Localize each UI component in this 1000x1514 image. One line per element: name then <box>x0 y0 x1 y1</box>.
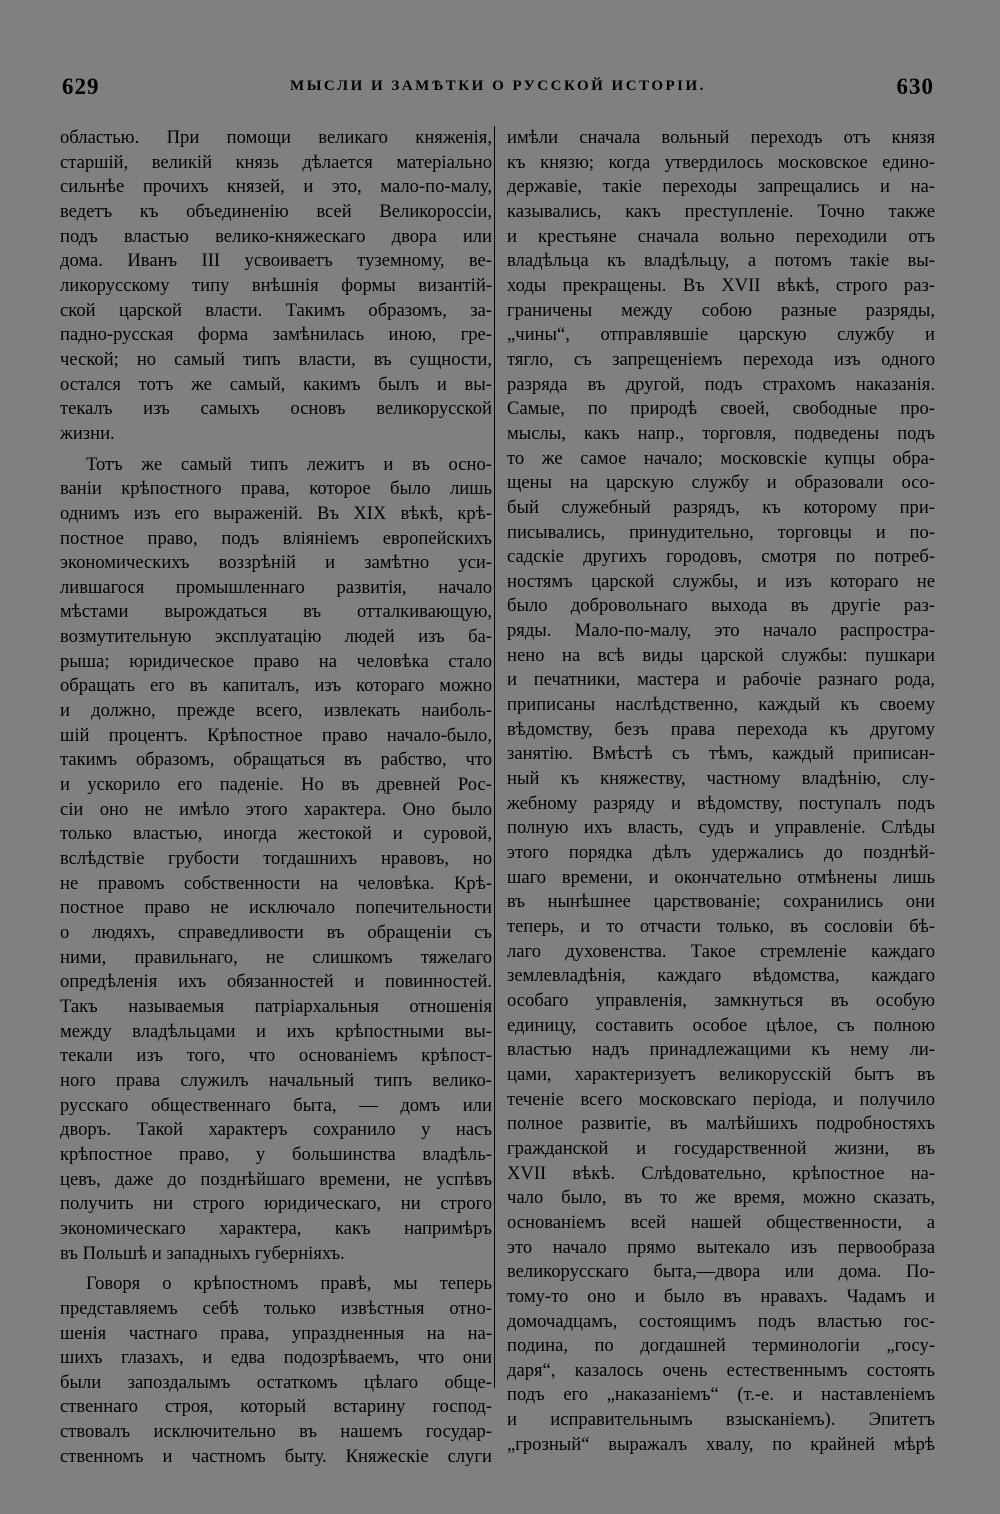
text-line: возмутительную эксплуатацію людей изъ ба- <box>60 626 492 648</box>
text-line: такимъ образомъ, обращаться въ рабство, что <box>60 749 492 771</box>
text-line: экономическаго характера, какъ напримѣръ <box>60 1217 492 1239</box>
text-line: полное развитіе, въ малѣйшихъ подробностяхъ <box>507 1113 935 1135</box>
text-line: представляемъ себѣ только извѣстныя отно- <box>60 1297 492 1319</box>
text-line: было добровольнаго выхода въ другіе раз- <box>507 595 935 617</box>
text-line: шенія частнаго права, упраздненныя на на- <box>60 1322 492 1344</box>
text-line: единицу, составить особое цѣлое, съ полною <box>507 1014 935 1036</box>
text-line: жебному разряду и вѣдомству, поступалъ подъ <box>507 792 935 814</box>
text-line: въ Польшѣ и западныхъ губерніяхъ. <box>60 1242 345 1264</box>
text-line: граничены между собою разные разряды, <box>507 299 935 321</box>
text-line: къ князю; когда утвердилось московское едино- <box>507 151 935 173</box>
text-line: Тотъ же самый типъ лежитъ и въ осно- <box>86 453 492 475</box>
text-line: ходы прекращены. Въ XVII вѣкѣ, строго раз- <box>507 274 935 296</box>
text-line: и печатники, мастера и рабочіе разнаго рода, <box>507 669 935 691</box>
text-line: Самые, по природѣ своей, свободные про- <box>507 398 935 420</box>
text-line: разряда въ другой, подъ страхомъ наказанія. <box>507 373 935 395</box>
text-line: лаго духовенства. Такое стремленіе каждаго <box>507 940 935 962</box>
text-line: старшій, великій князь дѣлается матеріально <box>60 151 492 173</box>
text-line: то же самое начало; московскіе купцы обра- <box>507 447 935 469</box>
text-line: приписаны наслѣдственно, каждый къ своему <box>507 694 935 716</box>
text-line: ваніи крѣпостного права, которое было лишь <box>60 478 492 500</box>
text-line: дворъ. Такой характеръ сохранило у насъ <box>60 1119 492 1141</box>
text-line: шихъ глазахъ, и едва подозрѣваемъ, что они <box>60 1347 492 1369</box>
text-line: казывались, какъ преступленіе. Точно также <box>507 200 935 222</box>
text-line: однимъ изъ его выраженій. Въ XIX вѣкѣ, крѣ- <box>60 502 492 524</box>
text-line: жизни. <box>60 422 115 444</box>
column-divider <box>494 126 495 1388</box>
text-line: мѣстами вырождаться въ отталкивающую, <box>60 601 492 623</box>
text-line: ряды. Мало-по-малу, это начало распростра- <box>507 620 935 642</box>
text-line: основаніемъ всей нашей общественности, а <box>507 1211 935 1233</box>
text-line: подъ его „наказаніемъ“ (т.-е. и наставленіемъ <box>507 1384 935 1406</box>
text-line: даря“, казалось очень естественнымъ состоять <box>507 1359 935 1381</box>
text-line: ственнаго строя, который встарину господ- <box>60 1396 492 1418</box>
text-line: сильнѣе прочихъ князей, и это, мало-по-малу, <box>60 176 492 198</box>
text-line: вслѣдствіе грубости тогдашнихъ нравовъ, но <box>60 848 492 870</box>
text-line: вѣдомству, безъ права перехода къ другому <box>507 718 935 740</box>
text-line: въ нынѣшнее царствованіе; сохранились они <box>507 891 935 913</box>
text-line: нено на всѣ виды царской службы: пушкари <box>507 644 935 666</box>
text-line: „чины“, отправлявшіе царскую службу и <box>507 324 935 346</box>
text-line: обращать его въ капиталъ, изъ котораго можно <box>60 675 492 697</box>
text-line: полную ихъ власть, судъ и управленіе. Слѣды <box>507 817 935 839</box>
text-line: ного права служилъ начальный типъ велико- <box>60 1069 492 1091</box>
text-line: и ускорило его паденіе. Но въ древней Рос- <box>60 774 492 796</box>
text-line: державіе, такіе переходы запрещались и на- <box>507 176 935 198</box>
text-line: теченіе всего московскаго періода, и получило <box>507 1088 935 1110</box>
text-line: ведетъ къ объединенію всей Великороссіи, <box>60 200 492 222</box>
right-page-number: 630 <box>896 74 934 99</box>
text-line: постное право, подъ вліяніемъ европейскихъ <box>60 527 492 549</box>
text-line: лившагося промышленнаго развитія, начало <box>60 576 492 598</box>
text-line: это начало прямо вытекало изъ первообраза <box>507 1236 935 1258</box>
text-line: ними, правильнаго, не слишкомъ тяжелаго <box>60 946 492 968</box>
text-line: и исправительнымъ взысканіемъ). Эпитетъ <box>507 1409 935 1431</box>
text-line: садскіе другихъ городовъ, смотря по потреб- <box>507 546 935 568</box>
left-text-column <box>60 126 492 1469</box>
text-line: ностямъ царской службы, и изъ котораго не <box>507 570 935 592</box>
text-line: остался тотъ же самый, какимъ былъ и вы- <box>60 373 492 395</box>
text-line: этого порядка дѣлъ удержались до позднѣй- <box>507 842 935 864</box>
text-line: текалъ изъ самыхъ основъ великорусской <box>60 398 492 420</box>
text-line: шаго времени, и окончательно отмѣнены лишь <box>507 866 935 888</box>
left-page-number: 629 <box>62 74 100 99</box>
text-line: бый служебный разрядъ, къ которому при- <box>507 496 935 518</box>
text-line: крѣпостное право, у большинства владѣль- <box>60 1143 492 1165</box>
text-line: постное право не исключало попечительности <box>60 897 492 919</box>
text-line: гражданской и государственной жизни, въ <box>507 1137 935 1159</box>
text-line: областью. При помощи великаго княженія, <box>60 127 492 148</box>
text-line: великорусскаго быта,—двора или дома. По- <box>507 1261 935 1283</box>
text-line: особаго управленія, замкнуться въ особую <box>507 989 935 1011</box>
text-line: „грозный“ выражалъ хвалу, по крайней мѣрѣ <box>507 1433 935 1455</box>
text-line: только властью, иногда жестокой и суровой, <box>60 823 492 845</box>
text-line: опредѣленія ихъ обязанностей и повинностей. <box>60 971 492 993</box>
text-line: тому-то оно и было въ нравахъ. Чадамъ и <box>507 1285 935 1307</box>
running-title: МЫСЛИ И ЗАМѢТКИ О РУССКОЙ ИСТОРІИ. <box>290 78 706 94</box>
text-line: и должно, прежде всего, извлекать наиболь- <box>60 700 492 722</box>
text-line: не правомъ собственности на человѣка. Крѣ- <box>60 872 492 894</box>
text-line: владѣльца къ владѣльцу, а потомъ такіе вы- <box>507 250 935 272</box>
text-line: шій процентъ. Крѣпостное право начало-было, <box>60 724 492 746</box>
text-line: домочадцамъ, состоящимъ подъ властью гос- <box>507 1310 935 1332</box>
text-line: экономическихъ воззрѣній и замѣтно уси- <box>60 552 492 574</box>
text-line: подъ властью велико-княжескаго двора или <box>60 225 492 247</box>
text-line: писывались, принудительно, торговцы и по- <box>507 521 935 543</box>
text-line: Такъ называемыя патріархальныя отношенія <box>60 995 492 1017</box>
text-line: были запоздалымъ остаткомъ цѣлаго обще- <box>60 1371 492 1393</box>
text-line: цевъ, даже до позднѣйшаго времени, не успѣвъ <box>60 1168 492 1190</box>
text-line: теперь, и то отчасти только, въ сословіи бѣ- <box>507 916 935 937</box>
text-line: властью надъ принадлежащими къ нему ли- <box>507 1039 935 1061</box>
text-line: Говоря о крѣпостномъ правѣ, мы теперь <box>86 1273 492 1295</box>
text-line: цами, характеризуетъ великорусскій бытъ въ <box>507 1063 935 1085</box>
page-header <box>62 74 934 104</box>
text-line: XVII вѣкѣ. Слѣдовательно, крѣпостное на- <box>507 1162 935 1184</box>
text-line: о людяхъ, справедливости въ обращеніи съ <box>60 922 492 943</box>
text-line: текали изъ того, что основаніемъ крѣпост- <box>60 1045 492 1067</box>
text-line: имѣли сначала вольный переходъ отъ князя <box>507 127 935 148</box>
text-line: землевладѣнія, каждаго вѣдомства, каждаго <box>507 965 935 987</box>
text-line: ный къ княжеству, частному владѣнію, слу- <box>507 768 935 790</box>
text-line: получить ни строго юридическаго, ни строго <box>60 1193 492 1215</box>
right-text-column <box>507 126 935 1457</box>
text-line: ственномъ и частномъ быту. Княжескіе слуги <box>60 1445 492 1467</box>
text-line: русскаго общественнаго быта, — домъ или <box>60 1094 492 1116</box>
text-line: мыслы, какъ напр., торговля, подведены подъ <box>507 422 935 444</box>
text-line: ствовалъ исключительно въ нашемъ государ- <box>60 1421 492 1443</box>
text-line: подина, по догдашней терминологіи „госу- <box>507 1335 935 1357</box>
text-line: занятію. Вмѣстѣ съ тѣмъ, каждый приписан- <box>507 743 935 765</box>
text-line: между владѣльцами и ихъ крѣпостными вы- <box>60 1020 492 1042</box>
text-line: падно-русская форма замѣнилась иною, гре- <box>60 324 492 346</box>
text-line: чало было, въ то же время, можно сказать, <box>507 1187 935 1209</box>
text-line: рыша; юридическое право на человѣка стало <box>60 650 492 672</box>
text-line: сіи оно не имѣло этого характера. Оно было <box>60 798 492 820</box>
text-line: тягло, съ запрещеніемъ перехода изъ одного <box>507 348 935 370</box>
text-line: ской царской власти. Такимъ образомъ, за- <box>60 299 492 321</box>
text-line: щены на царскую службу и образовали осо- <box>507 472 935 494</box>
text-line: ческой; но самый типъ власти, въ сущности, <box>60 348 492 370</box>
text-line: ликорусскому типу внѣшнія формы византій- <box>60 274 492 296</box>
text-line: и крестьяне сначала вольно переходили отъ <box>507 225 935 247</box>
text-line: дома. Иванъ III усвоиваетъ туземному, ве- <box>60 250 492 272</box>
